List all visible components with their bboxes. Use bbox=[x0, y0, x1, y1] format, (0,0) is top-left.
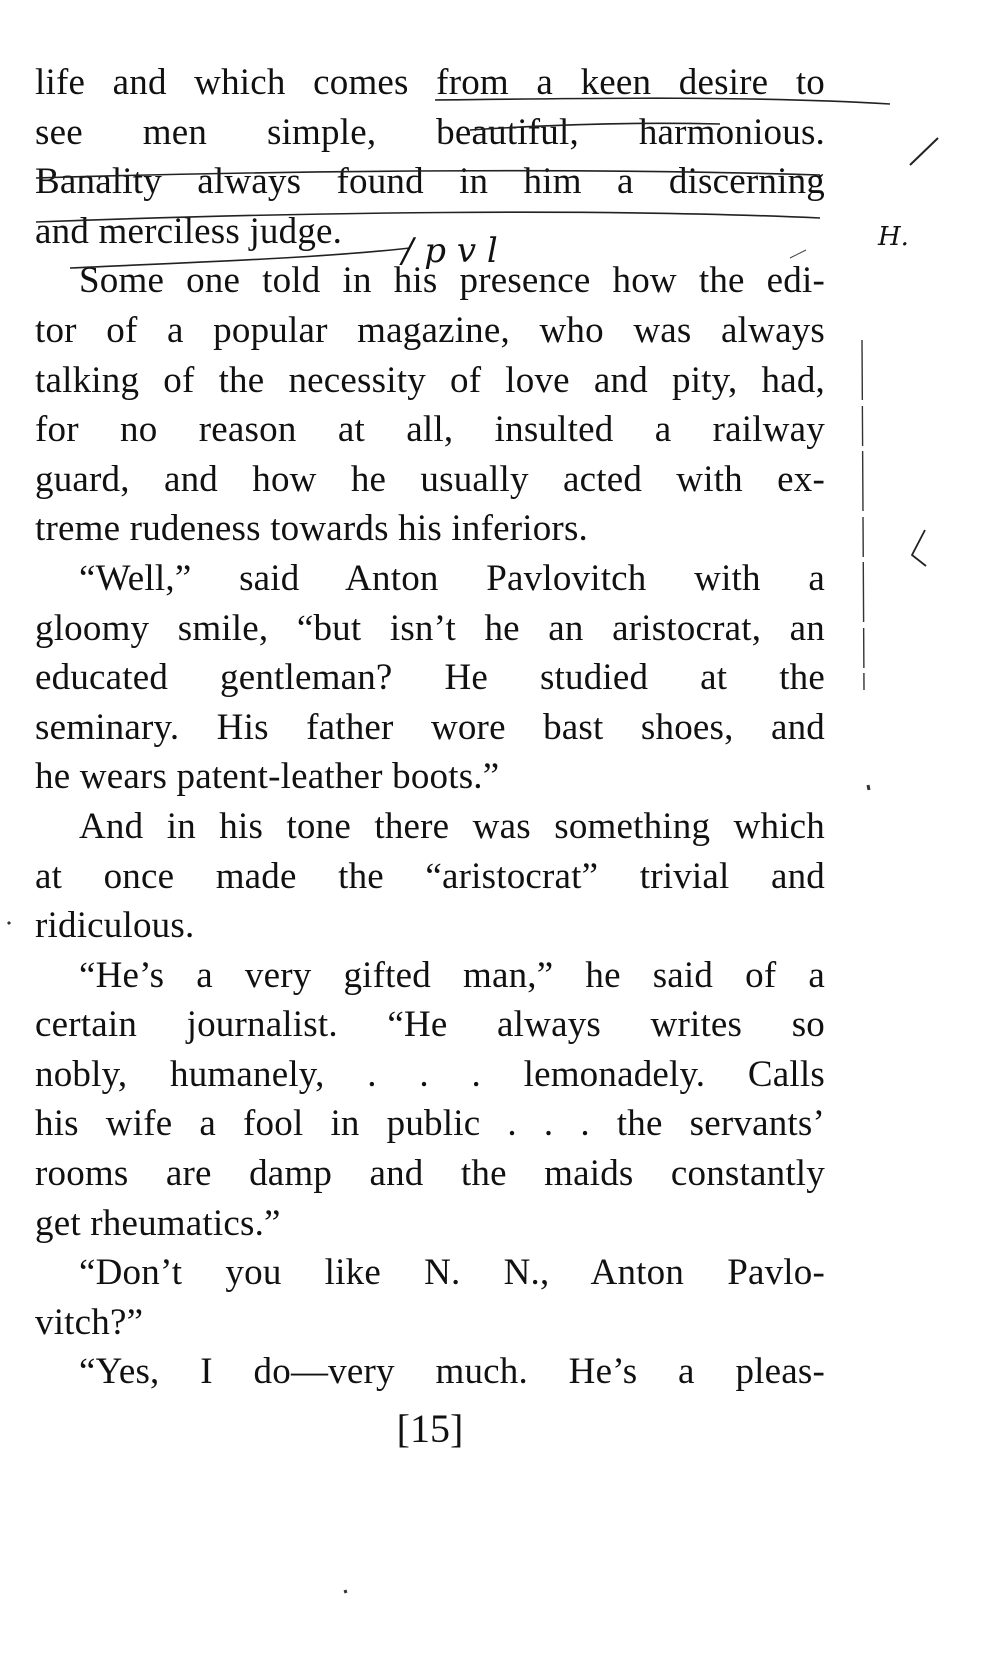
margin-dot-3 bbox=[345, 1590, 346, 1593]
text-line: talking of the necessity of love and pity, had, bbox=[35, 359, 825, 401]
margin-check bbox=[912, 530, 926, 566]
inline-note: / p v l bbox=[402, 231, 498, 271]
text-line: Some one told in his presence how the edi- bbox=[79, 260, 825, 302]
text-line: educated gentleman? He studied at the bbox=[35, 657, 825, 699]
text-line: get rheumatics.” bbox=[35, 1202, 281, 1244]
text-line: tor of a popular magazine, who was always bbox=[35, 309, 825, 351]
text-line: his wife a fool in public . . . the servants’ bbox=[35, 1103, 825, 1145]
text-line: gloomy smile, “but isn’t he an aristocrat, an bbox=[35, 607, 825, 649]
text-line: seminary. His father wore bast shoes, and bbox=[35, 706, 825, 748]
text-line: vitch?” bbox=[35, 1301, 144, 1343]
text-line: and merciless judge. bbox=[35, 210, 343, 252]
text-line: guard, and how he usually acted with ex- bbox=[35, 458, 825, 500]
margin-slash bbox=[910, 138, 938, 165]
text-line: “Well,” said Anton Pavlovitch with a bbox=[79, 557, 825, 599]
text-line: “He’s a very gifted man,” he said of a bbox=[79, 954, 825, 996]
text-line: And in his tone there was something which bbox=[79, 805, 825, 847]
text-line: “Don’t you like N. N., Anton Pavlo- bbox=[79, 1252, 825, 1294]
margin-note: H. bbox=[878, 222, 909, 252]
text-line: treme rudeness towards his inferiors. bbox=[35, 508, 589, 550]
text-line: for no reason at all, insulted a railway bbox=[35, 409, 825, 451]
text-line: Banality always found in him a discerning bbox=[35, 161, 825, 203]
text-line: ridiculous. bbox=[35, 905, 195, 947]
margin-vertical-line bbox=[862, 340, 864, 690]
margin-dot bbox=[868, 785, 869, 790]
text-line: at once made the “aristocrat” trivial and bbox=[35, 855, 825, 897]
text-line: rooms are damp and the maids constantly bbox=[35, 1153, 825, 1195]
text-line: he wears patent-leather boots.” bbox=[35, 756, 500, 798]
page-number: [15] bbox=[396, 1406, 464, 1451]
text-line: “Yes, I do—very much. He’s a pleas- bbox=[79, 1351, 825, 1393]
text-line: certain journalist. “He always writes so bbox=[35, 1004, 825, 1046]
text-line: life and which comes from a keen desire to bbox=[35, 62, 825, 103]
margin-dot-2 bbox=[8, 922, 10, 924]
text-line: nobly, humanely, . . . lemonadely. Calls bbox=[35, 1053, 825, 1095]
body-text bbox=[35, 58, 825, 1397]
text-line: see men simple, beautiful, harmonious. bbox=[35, 111, 825, 153]
